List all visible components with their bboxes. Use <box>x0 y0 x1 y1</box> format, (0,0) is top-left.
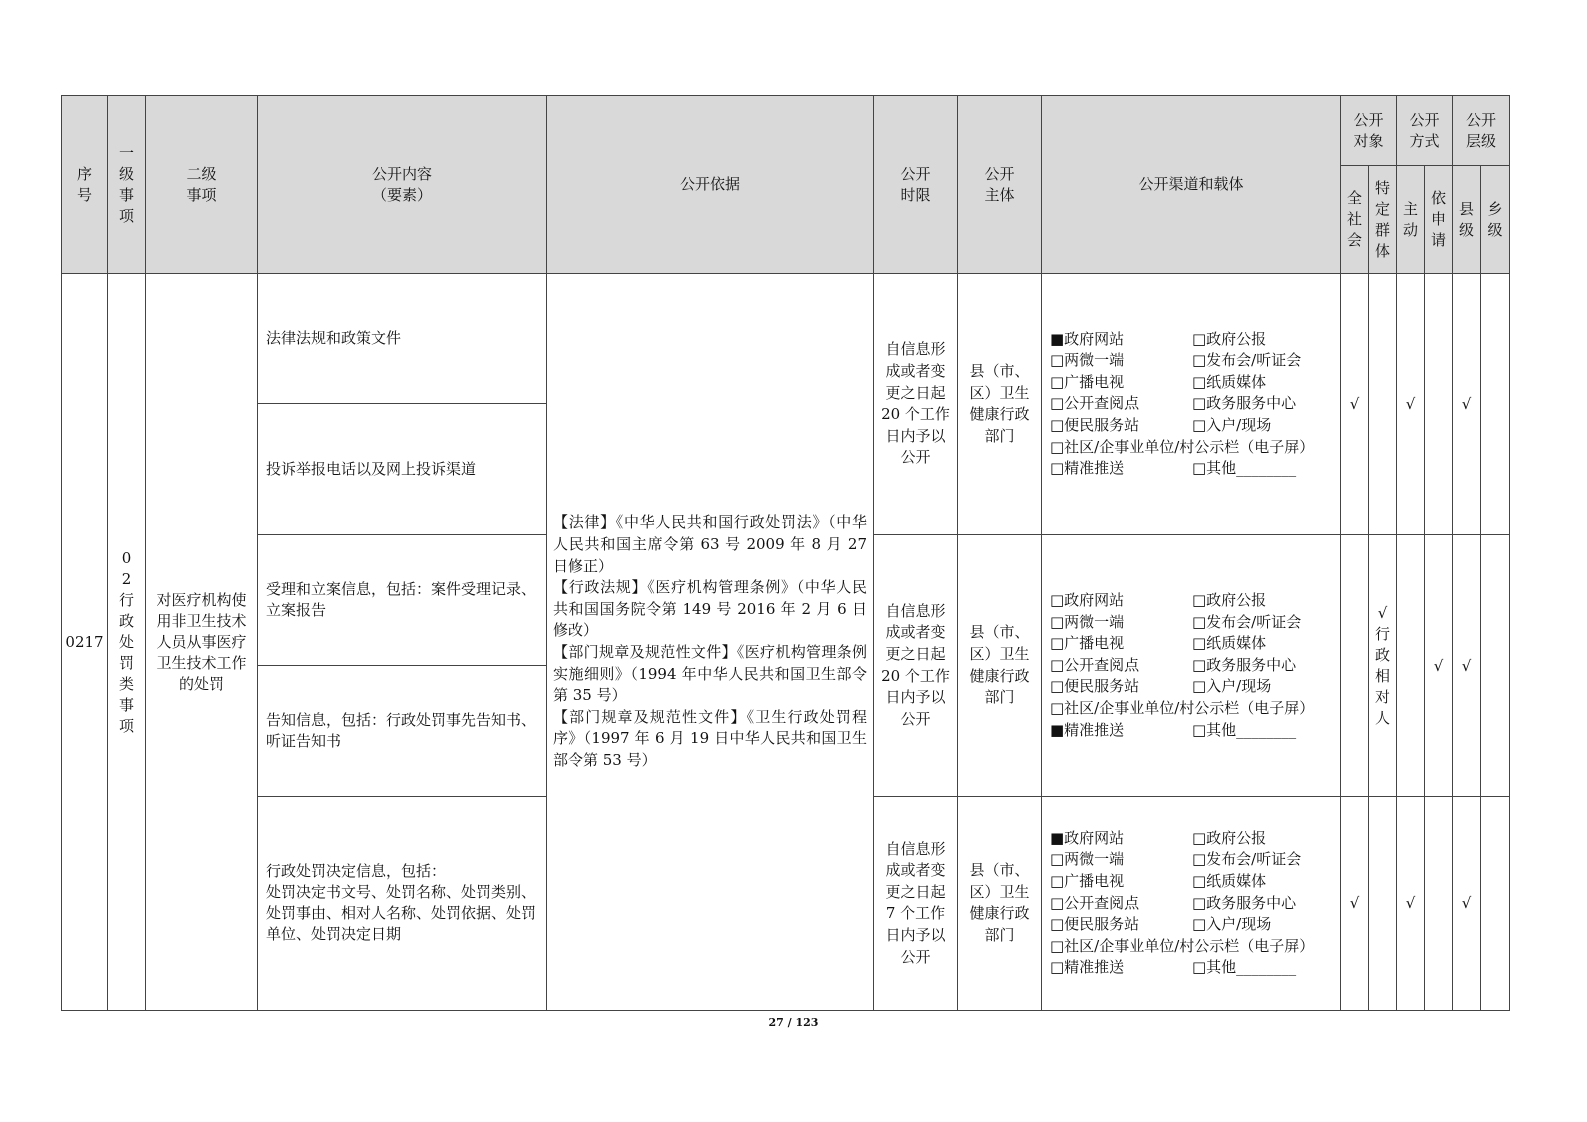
target-specific-cell <box>1369 796 1397 1010</box>
time-limit-cell: 自信息形成或者变更之日起 20 个工作日内予以公开 <box>874 535 958 796</box>
channel-option: ■政府网站 <box>1050 828 1125 847</box>
channel-row <box>1050 893 1332 915</box>
channel-option: □纸质媒体 <box>1192 871 1267 890</box>
channel-option: □入户/现场 <box>1192 915 1272 934</box>
channel-row <box>1050 350 1332 372</box>
channel-option: ■精准推送 <box>1050 720 1125 739</box>
channel-row <box>1050 437 1332 459</box>
channel-option: □精准推送 <box>1050 958 1125 977</box>
channel-row <box>1050 914 1332 936</box>
channel-option: □两微一端 <box>1050 351 1125 370</box>
channel-option: □公开查阅点 <box>1050 394 1140 413</box>
header-method-request: 依申请 <box>1425 166 1453 274</box>
channel-option: □便民服务站 <box>1050 415 1140 434</box>
level-county-cell: √ <box>1453 535 1481 796</box>
channel-option: ■政府网站 <box>1050 329 1125 348</box>
content-cell: 法律法规和政策文件 <box>258 274 547 404</box>
level2-cell: 对医疗机构使用非卫生技术人员从事医疗卫生技术工作的处罚 <box>146 274 258 1011</box>
channel-option: □公开查阅点 <box>1050 893 1140 912</box>
channel-row <box>1050 871 1332 893</box>
channel-option: □发布会/听证会 <box>1192 351 1302 370</box>
basis-item: 【部门规章及规范性文件】《卫生行政处罚程序》（1997 年 6 月 19 日中华人民共和国卫生部令第 53 号） <box>553 707 867 769</box>
channel-row <box>1050 655 1332 677</box>
level-town-cell <box>1481 274 1510 535</box>
method-request-cell <box>1425 796 1453 1010</box>
target-all-cell <box>1341 535 1369 796</box>
header-level-town: 乡级 <box>1481 166 1510 274</box>
channel-option: □广播电视 <box>1050 634 1125 653</box>
channel-option: □政府网站 <box>1050 590 1125 609</box>
channel-option: □广播电视 <box>1050 372 1125 391</box>
channel-option: □政府公报 <box>1192 590 1267 609</box>
disclosure-table <box>61 95 1510 1011</box>
target-specific-cell <box>1369 274 1397 535</box>
channel-row <box>1050 849 1332 871</box>
header-channels: 公开渠道和载体 <box>1042 96 1341 274</box>
channel-row <box>1050 957 1332 979</box>
header-seq: 序号 <box>62 96 108 274</box>
level-county-cell: √ <box>1453 796 1481 1010</box>
time-limit-cell: 自信息形成或者变更之日起 20 个工作日内予以公开 <box>874 274 958 535</box>
header-level-county: 县级 <box>1453 166 1481 274</box>
subject-cell: 县（市、区）卫生健康行政部门 <box>958 796 1042 1010</box>
header-method-active: 主动 <box>1397 166 1425 274</box>
channel-option: □社区/企事业单位/村公示栏（电子屏） <box>1050 936 1315 955</box>
channel-option: □发布会/听证会 <box>1192 850 1302 869</box>
channel-option: □其他________ <box>1192 459 1297 478</box>
channel-option: □便民服务站 <box>1050 677 1140 696</box>
method-active-cell <box>1397 535 1425 796</box>
channel-option: □其他________ <box>1192 958 1297 977</box>
channel-row <box>1050 372 1332 394</box>
header-method-group: 公开方式 <box>1397 96 1453 166</box>
channel-row <box>1050 329 1332 351</box>
header-basis: 公开依据 <box>547 96 874 274</box>
channel-option: □广播电视 <box>1050 871 1125 890</box>
channel-option: □政务服务中心 <box>1192 655 1297 674</box>
channel-row <box>1050 458 1332 480</box>
channel-row <box>1050 676 1332 698</box>
channels-cell <box>1042 535 1341 796</box>
channel-row <box>1050 590 1332 612</box>
subject-cell: 县（市、区）卫生健康行政部门 <box>958 535 1042 796</box>
channels-cell <box>1042 796 1341 1010</box>
channel-option: □两微一端 <box>1050 850 1125 869</box>
channel-row <box>1050 415 1332 437</box>
header-level1: 一级事项 <box>108 96 146 274</box>
subject-cell: 县（市、区）卫生健康行政部门 <box>958 274 1042 535</box>
header-subject: 公开主体 <box>958 96 1042 274</box>
channel-option: □入户/现场 <box>1192 415 1272 434</box>
channel-row <box>1050 936 1332 958</box>
channel-option: □社区/企事业单位/村公示栏（电子屏） <box>1050 698 1315 717</box>
channel-row <box>1050 612 1332 634</box>
basis-item: 【法律】《中华人民共和国行政处罚法》（中华人民共和国主席令第 63 号 2009 年 8 月 27 日修正） <box>553 513 867 575</box>
header-target-specific: 特定群体 <box>1369 166 1397 274</box>
channel-option: □政府公报 <box>1192 329 1267 348</box>
header-content: 公开内容 （要素） <box>258 96 547 274</box>
channel-row <box>1050 828 1332 850</box>
content-cell: 投诉举报电话以及网上投诉渠道 <box>258 404 547 535</box>
content-cell: 告知信息，包括：行政处罚事先告知书、听证告知书 <box>258 665 547 796</box>
level-town-cell <box>1481 535 1510 796</box>
channel-option: □公开查阅点 <box>1050 655 1140 674</box>
channel-option: □其他________ <box>1192 720 1297 739</box>
target-all-cell: √ <box>1341 796 1369 1010</box>
channel-option: □纸质媒体 <box>1192 372 1267 391</box>
channel-row <box>1050 633 1332 655</box>
channel-option: □纸质媒体 <box>1192 634 1267 653</box>
channel-row <box>1050 393 1332 415</box>
content-line: 处罚决定书文号、处罚名称、处罚类别、处罚事由、相对人名称、处罚依据、处罚单位、处罚决定日期 <box>266 883 537 944</box>
channel-option: □政务服务中心 <box>1192 893 1297 912</box>
channel-option: □发布会/听证会 <box>1192 612 1302 631</box>
channel-row <box>1050 698 1332 720</box>
time-limit-cell: 自信息形成或者变更之日起 7 个工作日内予以公开 <box>874 796 958 1010</box>
header-level-group: 公开层级 <box>1453 96 1510 166</box>
header-level2: 二级事项 <box>146 96 258 274</box>
page-number: 27 / 123 <box>768 1016 819 1029</box>
method-active-cell: √ <box>1397 796 1425 1010</box>
level-county-cell: √ <box>1453 274 1481 535</box>
channels-cell <box>1042 274 1341 535</box>
level-town-cell <box>1481 796 1510 1010</box>
method-request-cell <box>1425 274 1453 535</box>
method-active-cell: √ <box>1397 274 1425 535</box>
channel-option: □精准推送 <box>1050 459 1125 478</box>
header-target-all: 全社会 <box>1341 166 1369 274</box>
channel-option: □入户/现场 <box>1192 677 1272 696</box>
content-cell: 受理和立案信息，包括：案件受理记录、立案报告 <box>258 535 547 665</box>
basis-cell <box>547 274 874 1011</box>
target-specific-cell: √行政相对人 <box>1369 535 1397 796</box>
channel-option: □社区/企事业单位/村公示栏（电子屏） <box>1050 437 1315 456</box>
channel-option: □便民服务站 <box>1050 915 1140 934</box>
channel-option: □政务服务中心 <box>1192 394 1297 413</box>
basis-item: 【部门规章及规范性文件】《医疗机构管理条例实施细则》（1994 年中华人民共和国卫生部令第 35 号） <box>553 643 867 705</box>
header-time-limit: 公开时限 <box>874 96 958 274</box>
basis-item: 【行政法规】《医疗机构管理条例》（中华人民共和国国务院令第 149 号 2016 年 2 月 6 日修改） <box>553 578 867 640</box>
seq-cell: 0217 <box>62 274 108 1011</box>
target-all-cell: √ <box>1341 274 1369 535</box>
channel-option: □政府公报 <box>1192 828 1267 847</box>
method-request-cell: √ <box>1425 535 1453 796</box>
level1-cell: 02行政处罚类事项 <box>108 274 146 1011</box>
channel-option: □两微一端 <box>1050 612 1125 631</box>
content-line: 行政处罚决定信息，包括： <box>266 862 447 881</box>
content-cell <box>258 796 547 1010</box>
header-target-group: 公开对象 <box>1341 96 1397 166</box>
channel-row <box>1050 720 1332 742</box>
